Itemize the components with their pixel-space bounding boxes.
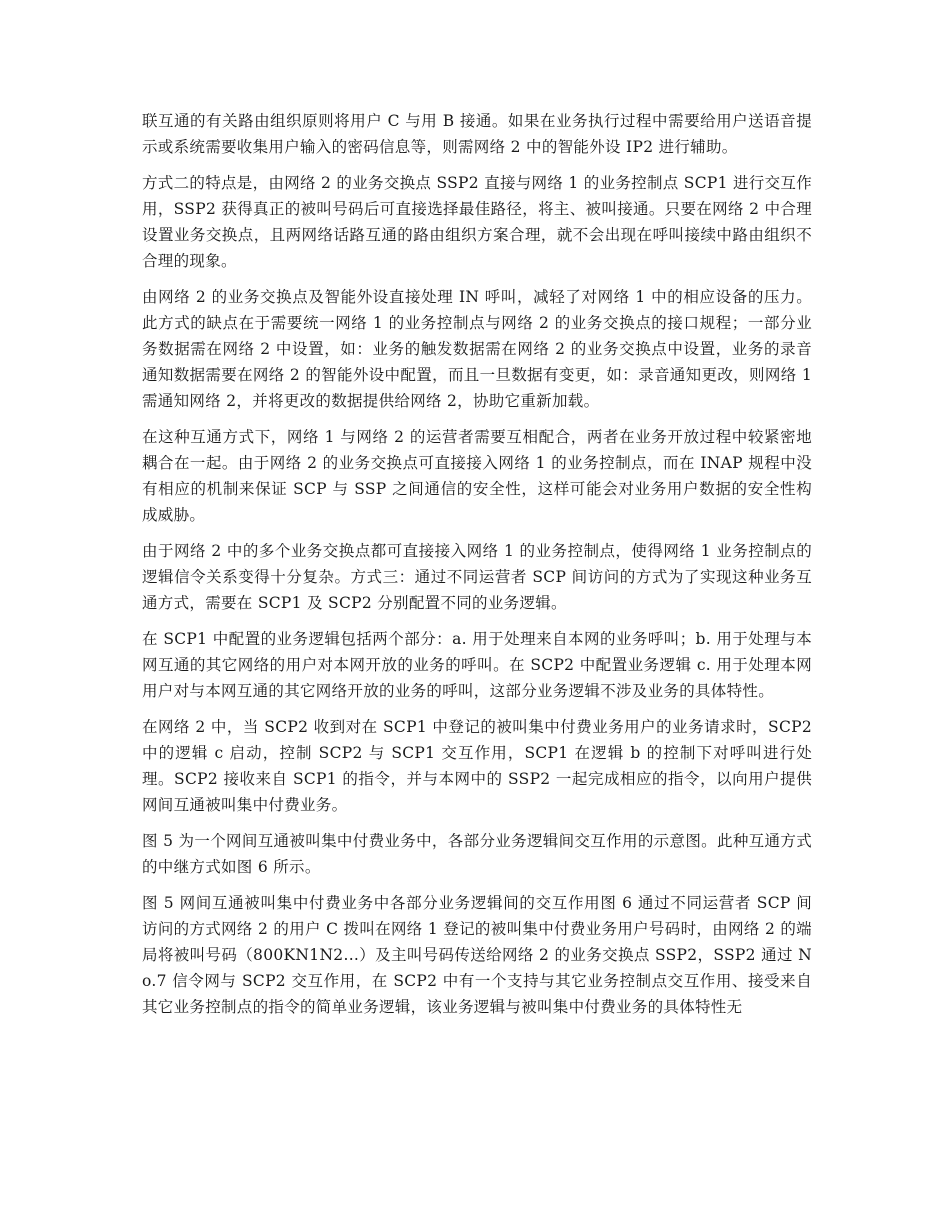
paragraph: 由网络 2 的业务交换点及智能外设直接处理 IN 呼叫，减轻了对网络 1 中的相应设备的压力。此方式的缺点在于需要统一网络 1 的业务控制点与网络 2 的业务交换点的接口规程；一部分业务数据需在网络 2 中设置，如：业务的触发数据需在网络 2 的业务交换点中设置，业务的录音通知数据需要在网络 2 的智能外设中配置，而且一旦数据有变更，如：录音通知更改，则网络 1 需通知网络 2，并将更改的数据提供给网络 2，协助它重新加载。: [142, 288, 812, 410]
document-body: [142, 108, 812, 1030]
paragraph: 在 SCP1 中配置的业务逻辑包括两个部分：a. 用于处理来自本网的业务呼叫；b. 用于处理与本网互通的其它网络的用户对本网开放的业务的呼叫。在 SCP2 中配置业务逻辑 c. 用于处理本网用户对与本网互通的其它网络开放的业务的呼叫，这部分业务逻辑不涉及业务的具体特性。: [142, 630, 812, 700]
paragraph: 图 5 网间互通被叫集中付费业务中各部分业务逻辑间的交互作用图 6 通过不同运营者 SCP 间访问的方式网络 2 的用户 C 拨叫在网络 1 登记的被叫集中付费业务用户号码时，由网络 2 的端局将被叫号码（800KN1N2...）及主叫号码传送给网络 2 的业务交换点 SSP2，SSP2 通过 No.7 信令网与 SCP2 交互作用，在 SCP2 中有一个支持与其它业务控制点交互作用、接受来自其它业务控制点的指令的简单业务逻辑，该业务逻辑与被叫集中付费业务的具体特性无: [142, 894, 812, 1016]
paragraph: 在这种互通方式下，网络 1 与网络 2 的运营者需要互相配合，两者在业务开放过程中较紧密地耦合在一起。由于网络 2 的业务交换点可直接接入网络 1 的业务控制点，而在 INAP 规程中没有相应的机制来保证 SCP 与 SSP 之间通信的安全性，这样可能会对业务用户数据的安全性构成威胁。: [142, 428, 812, 524]
paragraph: 在网络 2 中，当 SCP2 收到对在 SCP1 中登记的被叫集中付费业务用户的业务请求时，SCP2 中的逻辑 c 启动，控制 SCP2 与 SCP1 交互作用，SCP1 在逻辑 b 的控制下对呼叫进行处理。SCP2 接收来自 SCP1 的指令，并与本网中的 SSP2 一起完成相应的指令，以向用户提供网间互通被叫集中付费业务。: [142, 718, 812, 814]
paragraph: 由于网络 2 中的多个业务交换点都可直接接入网络 1 的业务控制点，使得网络 1 业务控制点的逻辑信令关系变得十分复杂。方式三：通过不同运营者 SCP 间访问的方式为了实现这种业务互通方式，需要在 SCP1 及 SCP2 分别配置不同的业务逻辑。: [142, 542, 812, 612]
paragraph: 联互通的有关路由组织原则将用户 C 与用 B 接通。如果在业务执行过程中需要给用户送语音提示或系统需要收集用户输入的密码信息等，则需网络 2 中的智能外设 IP2 进行辅助。: [142, 112, 812, 156]
paragraph: 图 5 为一个网间互通被叫集中付费业务中，各部分业务逻辑间交互作用的示意图。此种互通方式的中继方式如图 6 所示。: [142, 832, 812, 876]
paragraph: 方式二的特点是，由网络 2 的业务交换点 SSP2 直接与网络 1 的业务控制点 SCP1 进行交互作用，SSP2 获得真正的被叫号码后可直接选择最佳路径，将主、被叫接通。只要在网络 2 中合理设置业务交换点，且两网络话路互通的路由组织方案合理，就不会出现在呼叫接续中路由组织不合理的现象。: [142, 174, 812, 270]
